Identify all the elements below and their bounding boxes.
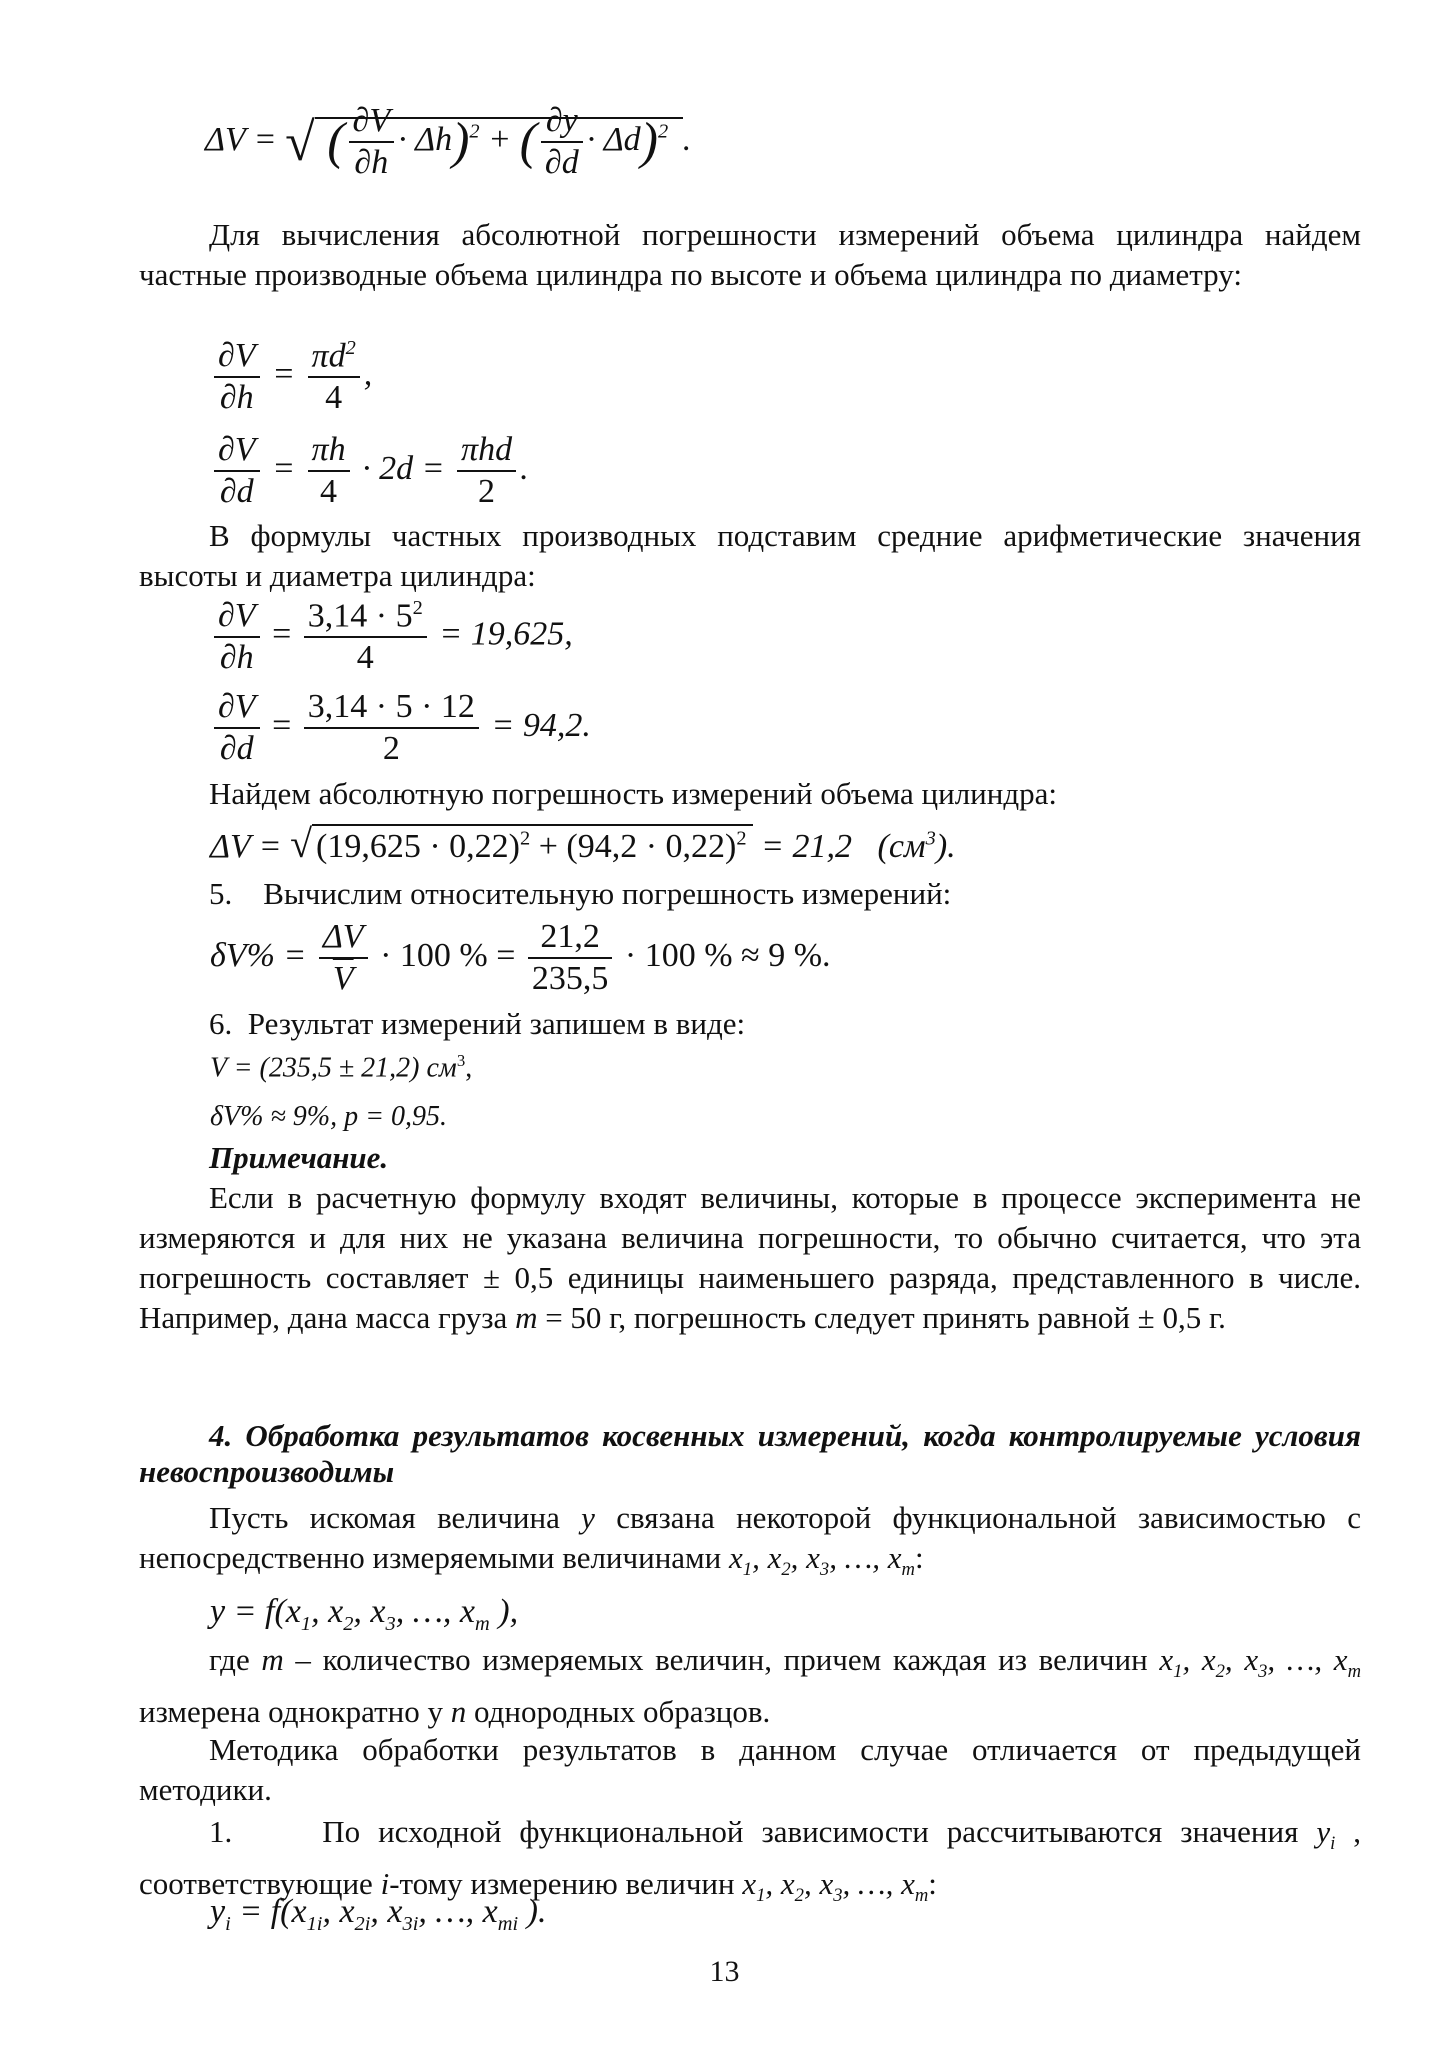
formula-result: = 94,2. [491, 706, 591, 744]
formula-delta-v-general: ΔV = √ ( $\frac{\partial V}{\partial h}$ · Δh)$^2$ + ( $\frac{\partial y}{\partial d}$ · Δd)$^2$ . [205, 102, 692, 181]
formula-yi-function [210, 1895, 546, 1934]
formula-lhs: ΔV = [210, 828, 282, 865]
frac-num [308, 338, 360, 378]
exponent: 2 [412, 597, 423, 619]
frac-num: ∂y [541, 104, 583, 143]
inline-var-list: $x_1$, $x_2$, $x_3$, …, $x_m$ [742, 1866, 929, 1907]
section-heading [139, 1418, 1361, 1490]
frac-num-text: πd [311, 337, 346, 375]
section-title: 4. Обработка результатов косвенных измерений, когда контролируемые условия невоспроизводимы [139, 1418, 1361, 1489]
paragraph-where-m [139, 1640, 1361, 1732]
frac-den: 2 [478, 473, 496, 510]
frac-den: 235,5 [531, 960, 609, 997]
paragraph-text: , соответствующие [139, 1814, 1362, 1902]
exponent: 3 [456, 1051, 466, 1070]
formula-text: y = f(x [210, 1593, 301, 1630]
formula-result: = 21,2 [761, 828, 852, 865]
paragraph-text: = 50 г, погрешность следует принять равной ± 0,5 г. [537, 1300, 1226, 1335]
operator: + [488, 120, 512, 158]
formula-text: , x [353, 1593, 386, 1630]
operator: = [272, 615, 292, 653]
frac-den: ∂h [219, 378, 254, 416]
operator: = [272, 449, 296, 487]
formula-text: , …, x [418, 1893, 498, 1930]
paragraph-intro [139, 215, 1361, 295]
inline-var-list: $x_1$, $x_2$, $x_3$, …, $x_m$ [1159, 1642, 1361, 1683]
operator: = [272, 355, 296, 393]
exponent: 2 [345, 337, 356, 359]
frac-den: ∂h [219, 638, 254, 676]
exponent: 2 [469, 120, 480, 143]
page-number: 13 [709, 1955, 740, 1988]
paragraph-text: Вычислим относительную погрешность измерений: [263, 876, 952, 911]
inline-var: m [515, 1300, 538, 1335]
formula-dv-dd-value [210, 690, 591, 766]
paragraph-text: Для вычисления абсолютной погрешности измерений объема цилиндра найдем частные производные объема цилиндра по высоте и объема цилиндра по диаметру: [139, 217, 1361, 292]
frac-num: πh [308, 433, 350, 472]
formula-relative-error [210, 920, 831, 996]
frac-num [304, 598, 427, 638]
frac-den: ∂d [544, 144, 579, 181]
frac-den: ∂h [354, 144, 389, 181]
formula-dv-dh-value [210, 598, 573, 675]
paragraph-note [139, 1178, 1361, 1338]
formula-text: , x [322, 1893, 355, 1930]
subscript: 1i [306, 1912, 323, 1935]
subscript: 3 [385, 1612, 396, 1635]
inline-var-list: $x_1$, $x_2$, $x_3$, …, $x_m$ [729, 1540, 915, 1581]
radical-sign: √ [290, 821, 313, 866]
inline-var: y [1316, 1814, 1331, 1849]
formula-end: ). [518, 1893, 547, 1930]
formula-text: , …, x [395, 1593, 476, 1630]
formula-lhs: ΔV = [205, 120, 277, 158]
paragraph-text: В формулы частных производных подставим средние арифметические значения высоты и диаметра цилиндра: [139, 518, 1361, 593]
formula-term: · Δh [398, 120, 453, 158]
subscript: 3i [402, 1912, 419, 1935]
formula-delta-v-value [210, 821, 956, 866]
list-item-6 [209, 1004, 1361, 1044]
inline-var: n [450, 1694, 467, 1730]
formula-lhs: δV% = [210, 936, 307, 974]
formula-end: . [520, 449, 529, 487]
formula-text: , x [370, 1893, 403, 1930]
note-title [209, 1138, 1431, 1178]
frac-den: 4 [325, 379, 343, 417]
frac-num: ∂V [349, 104, 395, 143]
exponent: 2 [519, 827, 531, 850]
paragraph-text: Результат измерений запишем в виде: [247, 1006, 746, 1041]
formula-end: ), [489, 1593, 519, 1630]
paragraph-text: : [914, 1540, 924, 1575]
frac-num: 3,14 · 5 · 12 [304, 690, 479, 729]
paragraph-text: -тому измерению величин [389, 1866, 743, 1902]
subscript: i [1330, 1833, 1336, 1855]
frac-den: V [332, 960, 354, 997]
subscript: m [475, 1612, 490, 1635]
frac-den: ∂d [219, 730, 254, 767]
formula-term: · Δd [586, 120, 641, 158]
paragraph-let-y [139, 1498, 1361, 1590]
frac-den: 2 [382, 730, 400, 767]
paragraph-absolute [139, 774, 1361, 814]
subscript: i [225, 1912, 231, 1935]
paragraph-text: Найдем абсолютную погрешность измерений объема цилиндра: [209, 776, 1058, 811]
paragraph-text: Пусть искомая величина [209, 1500, 582, 1535]
formula-end: , [465, 1052, 473, 1084]
subscript: 2i [354, 1912, 371, 1935]
list-number: 1. [209, 1814, 233, 1849]
paragraph-text: измерена однократно у [139, 1694, 451, 1730]
formula-term: · 100 % = [380, 936, 516, 974]
list-number: 5. [209, 876, 233, 911]
formula-text: δV% ≈ 9%, p = 0,95. [210, 1101, 448, 1132]
operator: + [530, 828, 567, 865]
frac-num: ∂V [214, 433, 260, 472]
paragraph-method [139, 1730, 1361, 1810]
paragraph-text: По исходной функциональной зависимости рассчитываются значения [322, 1814, 1317, 1849]
frac-num: ΔV [319, 920, 368, 959]
subscript: 2 [343, 1612, 354, 1635]
paragraph-text: : [928, 1866, 937, 1902]
operator: = [272, 706, 292, 744]
paragraph-text: – количество измеряемых величин, причем каждая из величин [283, 1642, 1160, 1677]
exponent: 2 [736, 827, 747, 850]
formula-dv-dd [210, 433, 529, 509]
formula-term: (19,625 · 0,22) [316, 828, 520, 865]
paragraph-text: Если в расчетную формулу входят величины, которые в процессе эксперимента не измеряются и для них не указана величина погрешности, то обычно считается, что эта погрешность составляет ± 0,5 единицы наименьшего разряда, представленного в числе. Например, дана масса груза [139, 1180, 1361, 1335]
frac-num: πhd [457, 433, 516, 472]
list-item-5 [209, 874, 1361, 914]
formula-term: · 2d = [362, 449, 445, 487]
list-number: 6. [209, 1006, 233, 1041]
formula-end: ). [935, 828, 956, 865]
inline-var: i [380, 1866, 390, 1902]
formula-result: · 100 % ≈ 9 %. [624, 936, 831, 974]
subscript: mi [497, 1912, 519, 1935]
frac-num: ∂V [214, 599, 260, 638]
frac-den: 4 [356, 639, 374, 677]
formula-dv-dh [210, 338, 372, 415]
inline-var: m [261, 1642, 284, 1677]
formula-text: , x [311, 1593, 344, 1630]
frac-den: 4 [320, 473, 338, 510]
paragraph-text: Методика обработки результатов в данном случае отличается от предыдущей методики. [139, 1732, 1361, 1807]
formula-y-function [210, 1595, 518, 1634]
frac-num: ∂V [214, 690, 260, 729]
radical-sign: √ [285, 112, 315, 172]
formula-term: (94,2 · 0,22) [566, 828, 737, 865]
frac-num: ∂V [214, 339, 260, 378]
formula-text: = f(x [230, 1893, 307, 1930]
paragraph-text: где [209, 1642, 262, 1677]
paragraph-text: однородных образцов. [466, 1694, 771, 1730]
subscript: 1 [300, 1612, 312, 1635]
formula-unit: (см [877, 828, 926, 865]
note-heading: Примечание. [209, 1140, 389, 1175]
formula-result: = 19,625, [439, 615, 573, 653]
frac-den: ∂d [219, 473, 254, 510]
formula-end: . [682, 120, 692, 158]
formula-text: y [210, 1893, 226, 1930]
formula-end: , [363, 355, 373, 393]
paragraph-text: связана некоторой функциональной зависимостью с непосредственно измеряемыми величинами [139, 1500, 1361, 1575]
exponent: 2 [658, 120, 669, 143]
formula-text: V = (235,5 ± 21,2) см [210, 1052, 457, 1084]
formula-result-v [210, 1053, 472, 1082]
inline-var: y [581, 1500, 595, 1535]
paragraph-substitute [139, 516, 1361, 596]
exponent: 3 [925, 827, 936, 850]
formula-result-delta [210, 1103, 447, 1131]
frac-num: 21,2 [528, 920, 613, 959]
frac-num-text: 3,14 · 5 [307, 597, 413, 635]
